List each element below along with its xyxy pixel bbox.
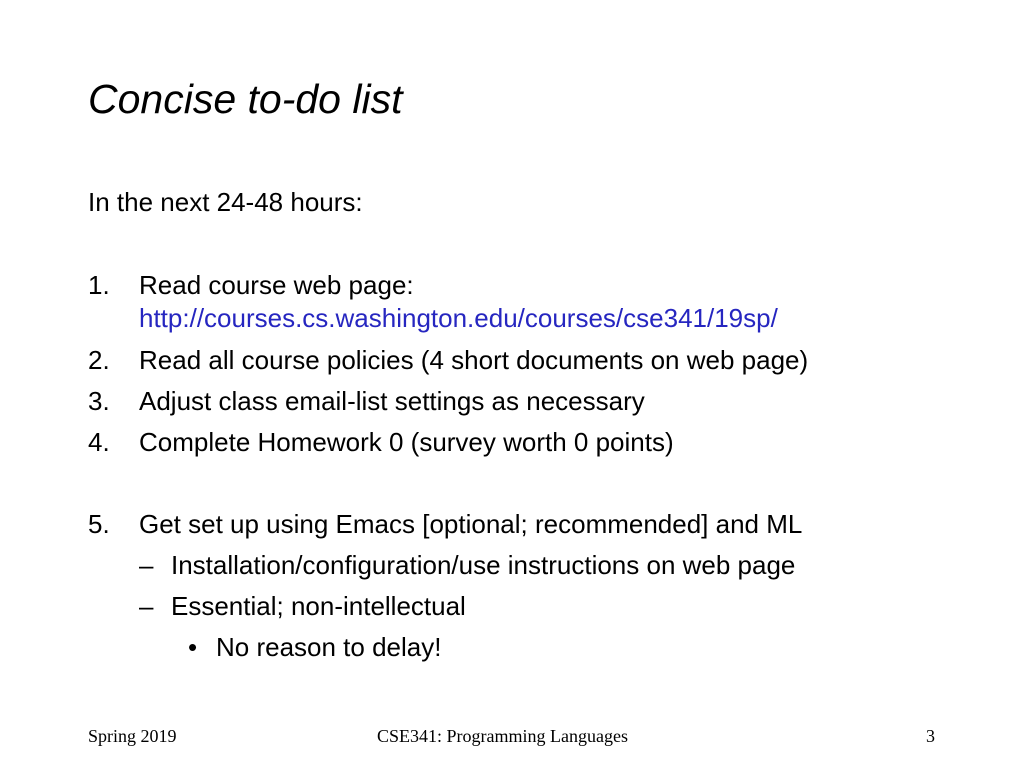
sub-list-item-text: Installation/configuration/use instructions on web page bbox=[171, 550, 796, 580]
footer-date: Spring 2019 bbox=[88, 726, 177, 746]
footer-page-number: 3 bbox=[926, 726, 935, 746]
list-item-text: Complete Homework 0 (survey worth 0 points) bbox=[139, 427, 674, 457]
dash-marker: – bbox=[139, 550, 154, 580]
bullet-marker: • bbox=[188, 632, 198, 662]
list-item-text: Get set up using Emacs [optional; recommended] and ML bbox=[139, 509, 803, 539]
list-item-number: 1. bbox=[88, 270, 110, 300]
list-item-text: Read course web page: bbox=[139, 270, 414, 300]
sub-list-item-text: Essential; non-intellectual bbox=[171, 591, 466, 621]
sub-sub-list-item-text: No reason to delay! bbox=[216, 632, 442, 662]
list-item-text: Adjust class email-list settings as necessary bbox=[139, 386, 645, 416]
footer-course-title: CSE341: Programming Languages bbox=[377, 726, 628, 746]
list-item-number: 3. bbox=[88, 386, 110, 416]
intro-text: In the next 24-48 hours: bbox=[88, 187, 363, 217]
list-item-text: Read all course policies (4 short documents on web page) bbox=[139, 345, 809, 375]
dash-marker: – bbox=[139, 591, 154, 621]
list-item-number: 4. bbox=[88, 427, 110, 457]
slide-title: Concise to-do list bbox=[88, 76, 403, 122]
list-item-number: 2. bbox=[88, 345, 110, 375]
list-item-number: 5. bbox=[88, 509, 110, 539]
course-web-page-link[interactable]: http://courses.cs.washington.edu/courses/cse341/19sp/ bbox=[139, 303, 778, 333]
